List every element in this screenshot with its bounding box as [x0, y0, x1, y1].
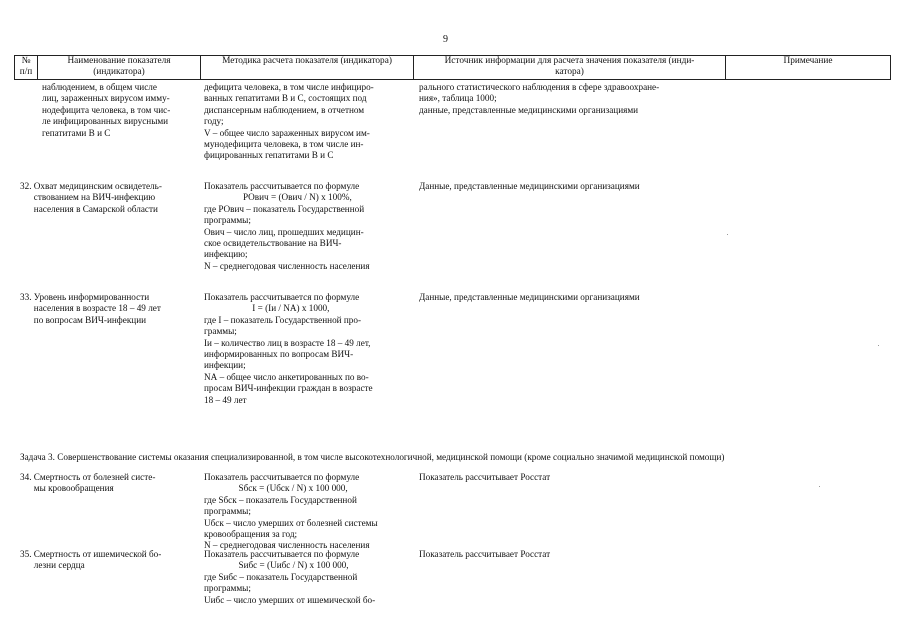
row33-method: Показатель рассчитывается по формуле I = (Iи / NА) x 1000, где I – показатель Государственной про- граммы; Iи – количество лиц в возрасте 18 – 49 лет, информированных по вопросам ВИЧ- инфекции; NА – общее число анкетированных по во- просам ВИЧ-инфекции граждан в возрасте 18 – 49 лет [204, 292, 373, 405]
header-bottom-rule [14, 79, 891, 80]
header-method: Методика расчета показателя (индикатора) [222, 56, 392, 66]
row33-name: 33. Уровень информированности населения в возрасте 18 – 49 лет по вопросам ВИЧ-инфекции [20, 292, 161, 325]
row35-source: Показатель рассчитывает Росстат [419, 549, 551, 559]
task3-heading: Задача 3. Совершенствование системы оказания специализированной, в том числе высокотехнологичной, медицинской помощи (кроме социально значимой медицинской помощи) [20, 452, 725, 462]
scan-speck [878, 345, 879, 346]
row34-method: Показатель рассчитывается по формуле Sбск = (Uбск / N) x 100 000, где Sбск – показатель Государственной программы; Uбск – число умерших от болезней системы кровообращения за год; N – среднегодовая численность населения [204, 472, 378, 551]
header-source: Источник информации для расчета значения показателя (инди- катора) [444, 56, 695, 77]
row34-name: 34. Смертность от болезней систе- мы кровообращения [20, 472, 156, 494]
row35-name: 35. Смертность от ишемической бо- лезни сердца [20, 549, 162, 571]
row32-name: 32. Охват медицинским освидетель- ствованием на ВИЧ-инфекцию населения в Самарской области [20, 181, 162, 214]
row32-source: Данные, представленные медицинскими организациями [419, 181, 640, 191]
cont-method: дефицита человека, в том числе инфициро- ванных гепатитами В и С, состоящих под диспансерным наблюдением, в отчетном году; V – общее число зараженных вирусом им- мунодефицита человека, в том числе ин- фицированных гепатитами В и С [204, 82, 374, 161]
cont-source: рального статистического наблюдения в сфере здравоохране- ния», таблица 1000; данные, представленные медицинскими организациями [419, 82, 660, 115]
header-note: Примечание [783, 56, 833, 66]
row33-source: Данные, представленные медицинскими организациями [419, 292, 640, 302]
header-vline-5 [890, 55, 891, 80]
header-num: № п/п [19, 56, 33, 77]
row32-method: Показатель рассчитывается по формуле POвич = (Oвич / N) x 100%, где POвич – показатель Государственной программы; Oвич – число лиц, прошедших медицин- ское освидетельствование на ВИЧ- инфекцию; N – среднегодовая численность населения [204, 181, 370, 271]
scan-speck [727, 234, 728, 235]
row35-method: Показатель рассчитывается по формуле Sибс = (Uибс / N) x 100 000, где Sибс – показатель Государственной программы; Uибс – число умерших от ишемической бо- [204, 549, 376, 605]
row34-source: Показатель рассчитывает Росстат [419, 472, 551, 482]
page-number: 9 [443, 34, 448, 45]
header-name: Наименование показателя (индикатора) [67, 56, 171, 77]
cont-name: наблюдением, в общем числе лиц, зараженных вирусом имму- нодефицита человека, в том чис- ле инфицированных вирусными гепатитами В и С [42, 82, 171, 138]
scan-speck [819, 486, 820, 487]
